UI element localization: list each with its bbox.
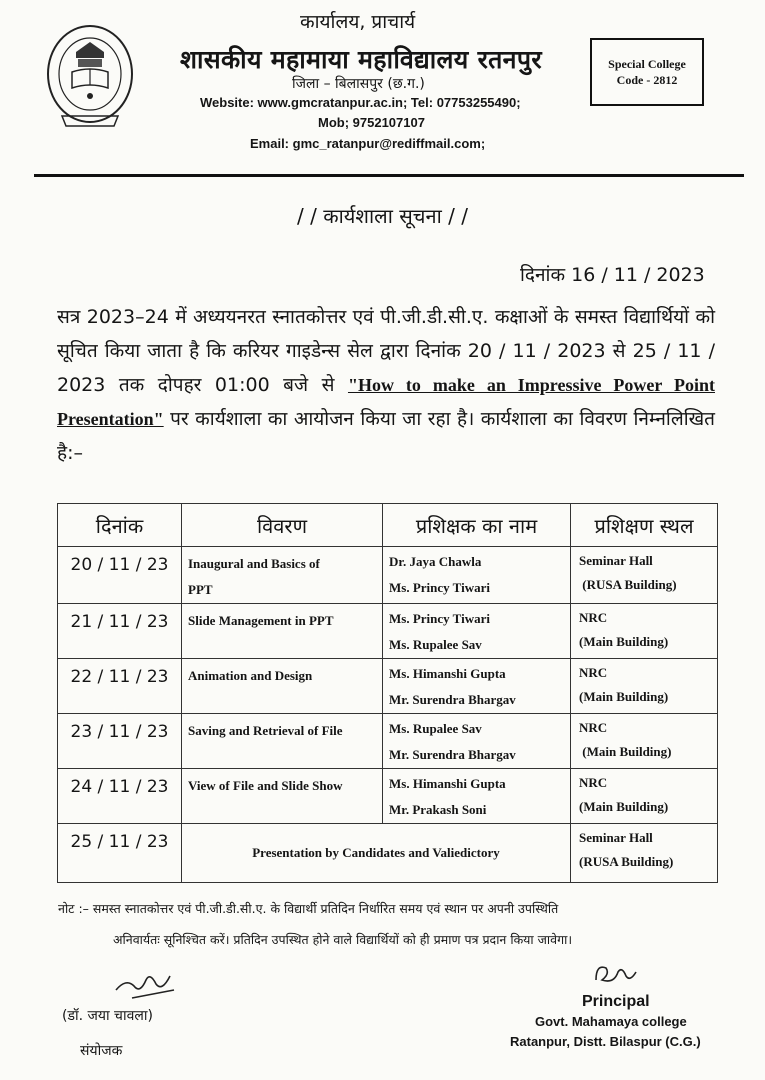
- row-description: [182, 547, 383, 604]
- table-row: [58, 824, 718, 883]
- trainer-name: Ms. Himanshi Gupta: [389, 666, 506, 681]
- header-trainer: प्रशिक्षक का नाम: [383, 504, 571, 547]
- college-code: Code - 2812: [616, 73, 678, 87]
- venue-line: NRC: [579, 720, 608, 735]
- row-venue: [571, 604, 718, 659]
- venue-line: Seminar Hall: [579, 830, 653, 845]
- desc-line: Saving and Retrieval of File: [188, 723, 343, 738]
- venue-line: Seminar Hall: [579, 553, 653, 568]
- table-row: [58, 547, 718, 604]
- principal-college: Govt. Mahamaya college: [535, 1014, 687, 1029]
- desc-line: View of File and Slide Show: [188, 778, 343, 793]
- venue-line: NRC: [579, 610, 608, 625]
- row-date: 20 / 11 / 23: [58, 547, 182, 604]
- principal-signature-icon: [590, 958, 640, 992]
- row-venue: [571, 769, 718, 824]
- venue-line: (Main Building): [579, 799, 669, 814]
- row-trainers: [383, 714, 571, 769]
- table-row: [58, 659, 718, 714]
- table-row: [58, 769, 718, 824]
- trainer-name: Ms. Rupalee Sav: [389, 637, 482, 652]
- trainer-name: Ms. Rupalee Sav: [389, 721, 482, 736]
- row-trainers: [383, 604, 571, 659]
- workshop-title: "How to make an Impressive Power Point Presentation": [57, 375, 715, 429]
- mobile-line: Mob; 9752107107: [318, 115, 425, 130]
- header-description: विवरण: [182, 504, 383, 547]
- table-row: [58, 604, 718, 659]
- row-venue: [571, 659, 718, 714]
- header-venue: प्रशिक्षण स्थल: [571, 504, 718, 547]
- row-trainers: [383, 769, 571, 824]
- college-name: शासकीय महामाया महाविद्यालय रतनपुर: [180, 45, 542, 74]
- row-description: [182, 604, 383, 659]
- table-header-row: [58, 504, 718, 547]
- note-line-1: नोट :– समस्त स्नातकोत्तर एवं पी.जी.डी.सी.ए. के विद्यार्थी प्रतिदिन निर्धारित समय एवं स्थान पर अपनी उपस्थिति: [58, 901, 559, 916]
- row-venue: [571, 547, 718, 604]
- trainer-name: Mr. Prakash Soni: [389, 802, 487, 817]
- desc-line: Animation and Design: [188, 668, 313, 683]
- desc-line: PPT: [188, 582, 213, 597]
- table-row: [58, 714, 718, 769]
- coordinator-signature-icon: [112, 960, 182, 1006]
- row-venue: [571, 714, 718, 769]
- row-merged-description: Presentation by Candidates and Valiedictory: [182, 824, 571, 883]
- trainer-name: Ms. Princy Tiwari: [389, 611, 490, 626]
- row-date: 24 / 11 / 23: [58, 769, 182, 824]
- trainer-name: Mr. Surendra Bhargav: [389, 692, 516, 707]
- notice-text-2: पर कार्यशाला का आयोजन किया जा रहा है। कार्यशाला का विवरण निम्नलिखित है:–: [57, 408, 715, 464]
- row-date: 23 / 11 / 23: [58, 714, 182, 769]
- coordinator-role: संयोजक: [80, 1043, 123, 1059]
- trainer-name: Dr. Jaya Chawla: [389, 554, 482, 569]
- header-divider: [34, 174, 744, 177]
- special-college-box: [590, 38, 704, 106]
- row-venue: [571, 824, 718, 883]
- venue-line: (Main Building): [579, 689, 669, 704]
- row-description: [182, 769, 383, 824]
- notice-text-1: सत्र 2023–24 में अध्ययनरत स्नातकोत्तर एवं पी.जी.डी.सी.ए. कक्षाओं के समस्त विद्यार्थियों को सूचित किया जाता है कि करियर गाइडेन्स सेल द्वारा दिनांक 20 / 11 / 2023 से 25 / 11 / 2023 तक दोपहर 01:00 बजे से: [57, 306, 715, 396]
- row-trainers: [383, 659, 571, 714]
- row-trainers: [383, 547, 571, 604]
- venue-line: (Main Building): [582, 744, 672, 759]
- row-description: [182, 659, 383, 714]
- desc-line: Slide Management in PPT: [188, 613, 334, 628]
- row-description: [182, 714, 383, 769]
- row-date: 22 / 11 / 23: [58, 659, 182, 714]
- special-college-label: Special College: [608, 57, 686, 71]
- row-date: 25 / 11 / 23: [58, 824, 182, 883]
- district-line: जिला – बिलासपुर (छ.ग.): [292, 76, 425, 92]
- website-line: Website: www.gmcratanpur.ac.in; Tel: 07753255490;: [200, 95, 521, 110]
- row-date: 21 / 11 / 23: [58, 604, 182, 659]
- venue-line: (RUSA Building): [579, 854, 674, 869]
- venue-line: NRC: [579, 665, 608, 680]
- notice-body: [57, 300, 715, 470]
- notice-date: दिनांक 16 / 11 / 2023: [520, 264, 705, 286]
- header-date: दिनांक: [58, 504, 182, 547]
- schedule-table: [57, 503, 718, 883]
- venue-line: NRC: [579, 775, 608, 790]
- principal-title: Principal: [582, 993, 650, 1010]
- notice-heading: / / कार्यशाला सूचना / /: [297, 204, 468, 228]
- trainer-name: Ms. Princy Tiwari: [389, 580, 490, 595]
- college-emblem-icon: [44, 22, 136, 134]
- trainer-name: Mr. Surendra Bhargav: [389, 747, 516, 762]
- trainer-name: Ms. Himanshi Gupta: [389, 776, 506, 791]
- desc-line: Inaugural and Basics of: [188, 556, 320, 571]
- coordinator-name: (डॉ. जया चावला): [62, 1008, 153, 1024]
- email-line: Email: gmc_ratanpur@rediffmail.com;: [250, 136, 486, 151]
- venue-line: (Main Building): [579, 634, 669, 649]
- office-title: कार्यालय, प्राचार्य: [300, 11, 416, 33]
- note-block: [58, 893, 718, 955]
- note-line-2: अनिवार्यतः सूनिश्चित करें। प्रतिदिन उपस्थित होने वाले विद्यार्थियों को ही प्रमाण पत्र प्रदान किया जावेगा।: [113, 932, 573, 947]
- venue-line: (RUSA Building): [582, 577, 677, 592]
- principal-place: Ratanpur, Distt. Bilaspur (C.G.): [510, 1034, 701, 1049]
